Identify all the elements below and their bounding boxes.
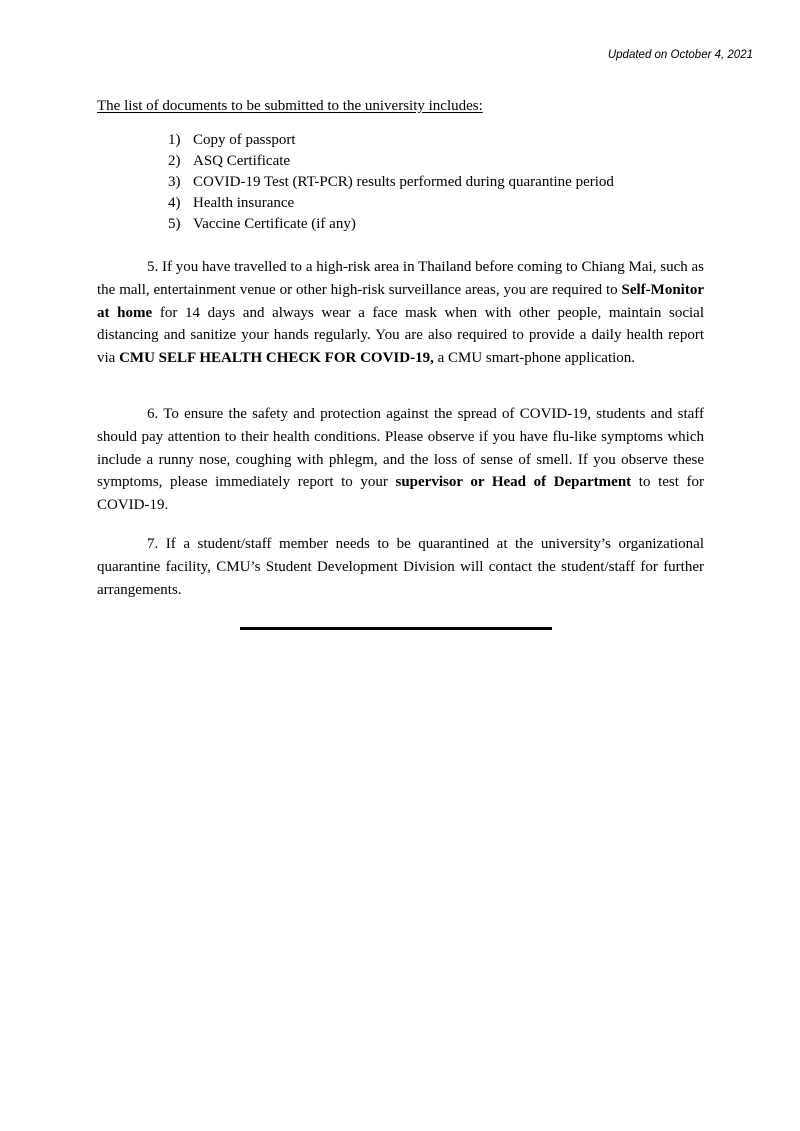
paragraph-text: a CMU smart-phone application. bbox=[433, 350, 636, 367]
documents-heading: The list of documents to be submitted to the university includes: bbox=[97, 98, 483, 114]
list-item-number: 2) bbox=[168, 153, 181, 169]
list-item-number: 5) bbox=[168, 216, 181, 232]
list-item-number: 1) bbox=[168, 132, 181, 148]
paragraph-text: 5. If you have travelled to a high-risk area in Thailand before coming to Chiang Mai, such as the mall, entertainment venue or other high-risk surveillance areas, you are required to bbox=[97, 259, 704, 298]
paragraph-text: 7. If a student/staff member needs to be quarantined at the university’s organizational quarantine facility, CMU’s Student Development Division will contact the student/staff for further arrangements. bbox=[97, 536, 704, 598]
list-item bbox=[168, 172, 614, 193]
list-item-label: Copy of passport bbox=[193, 132, 296, 148]
list-item-label: ASQ Certificate bbox=[193, 153, 291, 169]
paragraph-emphasis: supervisor or Head of Department bbox=[395, 474, 632, 491]
paragraph-symptoms bbox=[97, 403, 704, 517]
list-item bbox=[168, 193, 614, 214]
paragraph-text: 6. To ensure the safety and protection against the spread of COVID-19, students and staff should pay attention to their health conditions. Please observe if you have flu-like symptoms which include a runny nose, coughing with phlegm, and the loss of sense of smell. If you observe these symptoms, please immediately report to your bbox=[97, 406, 704, 491]
paragraph-emphasis: CMU SELF HEALTH CHECK FOR COVID-19, bbox=[119, 350, 434, 367]
list-item-label: Vaccine Certificate (if any) bbox=[193, 216, 356, 232]
paragraph-quarantine bbox=[97, 533, 704, 601]
list-item-number: 3) bbox=[168, 174, 181, 190]
updated-date: Updated on October 4, 2021 bbox=[607, 49, 753, 61]
paragraph-text: for 14 days and always wear a face mask when with other people, maintain social distancing and sanitize your hands regularly. You are also required to provide a daily health report via bbox=[97, 304, 704, 367]
paragraph-emphasis: Self-Monitor at home bbox=[97, 281, 704, 321]
paragraph-self-monitor bbox=[97, 256, 704, 370]
list-item-label: COVID-19 Test (RT-PCR) results performed during quarantine period bbox=[193, 174, 614, 190]
list-item bbox=[168, 130, 614, 151]
list-item-number: 4) bbox=[168, 195, 181, 211]
documents-list bbox=[168, 130, 614, 235]
list-item-label: Health insurance bbox=[193, 195, 295, 211]
paragraph-text: to test for COVID-19. bbox=[97, 474, 704, 514]
end-divider bbox=[240, 627, 552, 630]
list-item bbox=[168, 151, 614, 172]
list-item bbox=[168, 214, 614, 235]
